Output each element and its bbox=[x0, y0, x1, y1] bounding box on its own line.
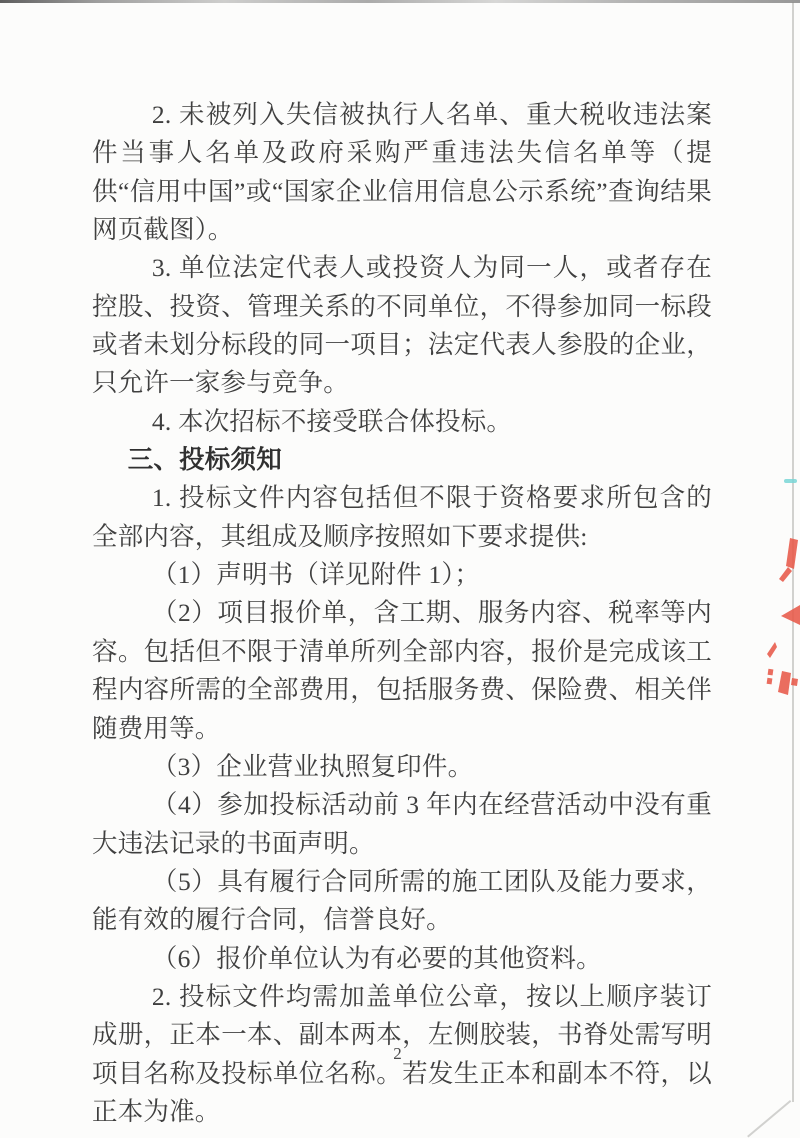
paragraph-qualification-item-2: 2. 未被列入失信被执行人名单、重大税收违法案件当事人名单及政府采购严重违法失信名单等（提供“信用中国”或“国家企业信用信息公示系统”查询结果网页截图）。 bbox=[92, 100, 712, 245]
scan-corner-fold-line bbox=[747, 1100, 791, 1138]
paragraph-notice-item-1-1: （1）声明书（详见附件 1）； bbox=[151, 560, 481, 590]
paragraph-notice-item-1-3: （3）企业营业执照复印件。 bbox=[151, 751, 474, 781]
scan-top-edge-artifact bbox=[0, 0, 800, 3]
cyan-highlight-mark bbox=[784, 479, 797, 483]
paragraph-notice-item-2: 2. 投标文件均需加盖单位公章，按以上顺序装订成册，正本一本、副本两本，左侧胶装，书脊处需写明项目名称及投标单位名称。若发生正本和副本不符，以正本为准。 bbox=[92, 981, 712, 1126]
paragraph-notice-item-1: 1. 投标文件内容包括但不限于资格要求所包含的全部内容，其组成及顺序按照如下要求提供: bbox=[92, 483, 712, 551]
paragraph-notice-item-1-4: （4）参加投标活动前 3 年内在经营活动中没有重大违法记录的书面声明。 bbox=[92, 790, 712, 858]
paragraph-notice-item-1-2: （2）项目报价单，含工期、服务内容、税率等内容。包括但不限于清单所列全部内容，报价是完成该工程内容所需的全部费用，包括服务费、保险费、相关伴随费用等。 bbox=[92, 598, 712, 743]
page-number: 2 bbox=[393, 1044, 403, 1063]
paragraph-notice-item-1-6: （6）报价单位认为有必要的其他资料。 bbox=[151, 943, 602, 973]
paragraph-notice-item-1-5: （5）具有履行合同所需的施工团队及能力要求，能有效的履行合同，信誉良好。 bbox=[92, 866, 712, 935]
document-body bbox=[92, 96, 712, 1131]
section-heading: 三、投标须知 bbox=[127, 446, 282, 475]
paragraph-qualification-item-4: 4. 本次招标不接受联合体投标。 bbox=[151, 406, 513, 436]
paragraph-qualification-item-3: 3. 单位法定代表人或投资人为同一人，或者存在控股、投资、管理关系的不同单位，不得参加同一标段或者未划分标段的同一项目；法定代表人参股的企业，只允许一家参与竞争。 bbox=[92, 253, 712, 398]
paging-seal-fragment-icon bbox=[740, 520, 800, 710]
